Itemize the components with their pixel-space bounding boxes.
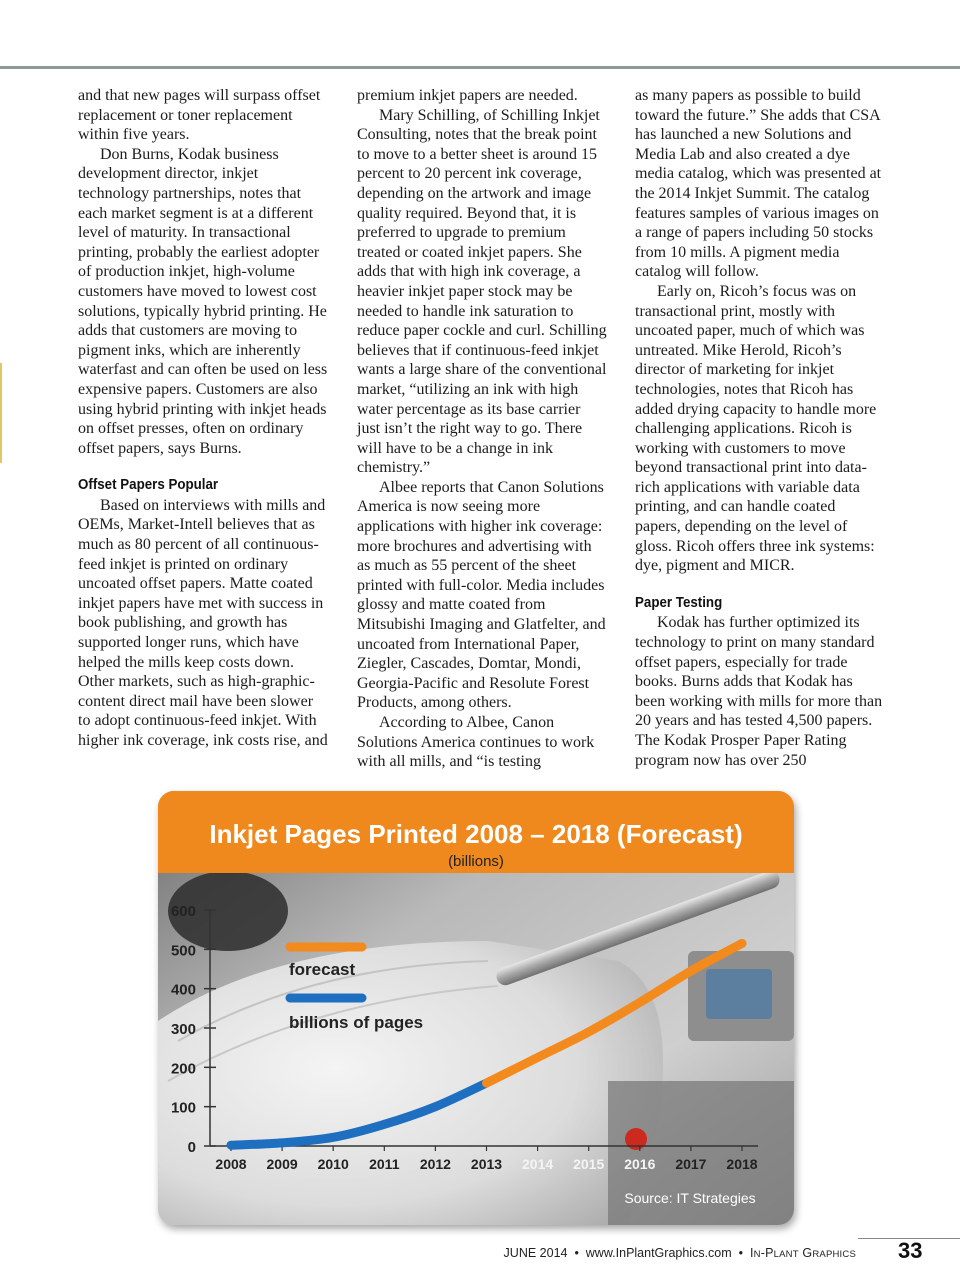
y-tick-label: 300 xyxy=(170,1021,196,1038)
body-paragraph: According to Albee, Canon Solutions America continues to work with all mills, and “is testing xyxy=(357,714,595,771)
legend-label-forecast: forecast xyxy=(289,960,356,979)
y-tick-label: 600 xyxy=(170,903,196,920)
text-column-2 xyxy=(357,86,607,772)
chart-source: Source: IT Strategies xyxy=(624,1190,756,1206)
y-tick-label: 500 xyxy=(170,942,196,960)
chart-svg xyxy=(158,791,794,1225)
y-tick-label: 200 xyxy=(170,1060,196,1078)
footer-date: JUNE 2014 xyxy=(503,1246,568,1260)
footer-info xyxy=(504,1246,856,1260)
body-paragraph: Kodak has further optimized its technology to print on many standard offset papers, especially for trade books. Burns adds that Kodak has been working with mills for more than 20 years and has tested 4,500 papers. The Kodak Prosper Paper Rating program now has over 250 xyxy=(635,614,883,769)
footer-bullet: • xyxy=(738,1246,744,1260)
body-paragraph: premium inkjet papers are needed. xyxy=(357,87,578,104)
x-tick-label: 2017 xyxy=(675,1156,707,1172)
section-heading: Paper Testing xyxy=(635,594,723,611)
body-paragraph: Mary Schilling, of Schilling Inkjet Consulting, notes that the break point to move to a better sheet is around 15 percent to 20 percent ink coverage, depending on the artwork and image quality required. Beyond that, it is preferred to upgrade to premium treated or coated inkjet papers. She adds that with high ink coverage, a heavier inkjet paper stock may be needed to handle ink saturation to reduce paper cockle and curl. Schilling believes that if continuous-feed inkjet wants a large share of the conventional market, “utilizing an ink with high water percentage as its base carrier just isn’t the right way to go. There will have to be a change in ink chemistry.” xyxy=(357,106,607,477)
footer-magazine: IN-PLANT GRAPHICS xyxy=(749,1246,856,1260)
inkjet-pages-chart xyxy=(158,791,794,1225)
x-tick-label: 2008 xyxy=(215,1156,247,1172)
section-heading: Offset Papers Popular xyxy=(78,477,219,494)
x-tick-label: 2009 xyxy=(266,1156,298,1172)
x-tick-label: 2018 xyxy=(726,1156,758,1172)
x-tick-label: 2015 xyxy=(573,1156,605,1172)
y-tick-label: 100 xyxy=(170,1099,196,1117)
page-footer xyxy=(0,1238,960,1278)
page-number: 33 xyxy=(898,1238,923,1263)
footer-bullet: • xyxy=(574,1246,579,1260)
body-paragraph: as many papers as possible to build toward the future.” She adds that CSA has launched a new Solutions and Media Lab and also created a dye media catalog, which was presented at the 2014 Inkjet Summit. The catalog features samples of various images on a range of papers including 50 stocks from 10 mills. A pigment media catalog will follow. xyxy=(635,87,882,281)
x-tick-label: 2016 xyxy=(624,1156,656,1172)
machine-screen xyxy=(706,969,772,1019)
body-paragraph: Early on, Ricoh’s focus was on transactional print, mostly with uncoated paper, much of which was untreated. Mike Herold, Ricoh’s director of marketing for inkjet technologies, notes that Ricoh has added drying capacity to handle more challenging applications. Ricoh is working with customers to move beyond transactional print into data-rich applications with variable data printing, and can handle coated papers, depending on the level of gloss. Ricoh offers three ink systems: dye, pigment and MICR. xyxy=(635,282,877,575)
body-paragraph: Based on interviews with mills and OEMs, Market-Intell believes that as much as 80 percent of all continuous-feed inkjet is printed on ordinary uncoated offset papers. Matte coated inkjet papers have met with success in book publishing, and growth has supported longer runs, which have helped the mills keep costs down. Other markets, such as high-graphic-content direct mail have been slower to adopt continuous-feed inkjet. With higher ink coverage, ink costs rise, and xyxy=(78,496,328,749)
chart-subtitle: (billions) xyxy=(448,853,504,870)
text-column-1 xyxy=(78,86,328,751)
body-paragraph: Don Burns, Kodak business development director, inkjet technology partnerships, notes that each market segment is at a different level of maturity. In transactional printing, probably the earliest adopter of production inkjet, high-volume customers have moved to lowest cost solutions, typically hybrid printing. He adds that customers are moving to pigment inks, which are inherently waterfast and can often be used on less expensive papers. Customers are also using hybrid printing with inkjet heads on offset presses, often on ordinary offset papers, says Burns. xyxy=(78,145,328,457)
x-tick-label: 2014 xyxy=(522,1156,554,1172)
x-tick-label: 2010 xyxy=(317,1156,349,1172)
body-paragraph: and that new pages will surpass offset replacement or toner replacement within five years. xyxy=(78,87,321,144)
x-tick-label: 2012 xyxy=(419,1156,451,1172)
footer-url[interactable]: www.InPlantGraphics.com xyxy=(585,1246,732,1260)
y-tick-label: 0 xyxy=(187,1139,196,1156)
legend-label-pages: billions of pages xyxy=(289,1013,424,1032)
chart-title: Inkjet Pages Printed 2008 – 2018 (Forecast) xyxy=(209,819,743,849)
text-column-3 xyxy=(635,86,885,770)
margin-mark xyxy=(0,363,2,463)
paper-roll xyxy=(158,941,663,1225)
y-tick-label: 400 xyxy=(170,981,196,999)
header-rule xyxy=(0,66,960,69)
x-tick-label: 2013 xyxy=(470,1156,503,1172)
body-paragraph: Albee reports that Canon Solutions America is now seeing more applications with higher ink coverage: more brochures and advertising with as much as 55 percent of the sheet printed with full-color. Media includes glossy and matte coated from Mitsubishi Imaging and Glatfelter, and uncoated from International Paper, Ziegler, Cascades, Domtar, Mondi, Georgia-Pacific and Resolute Forest Products, among others. xyxy=(357,478,606,712)
x-tick-label: 2011 xyxy=(369,1156,400,1172)
